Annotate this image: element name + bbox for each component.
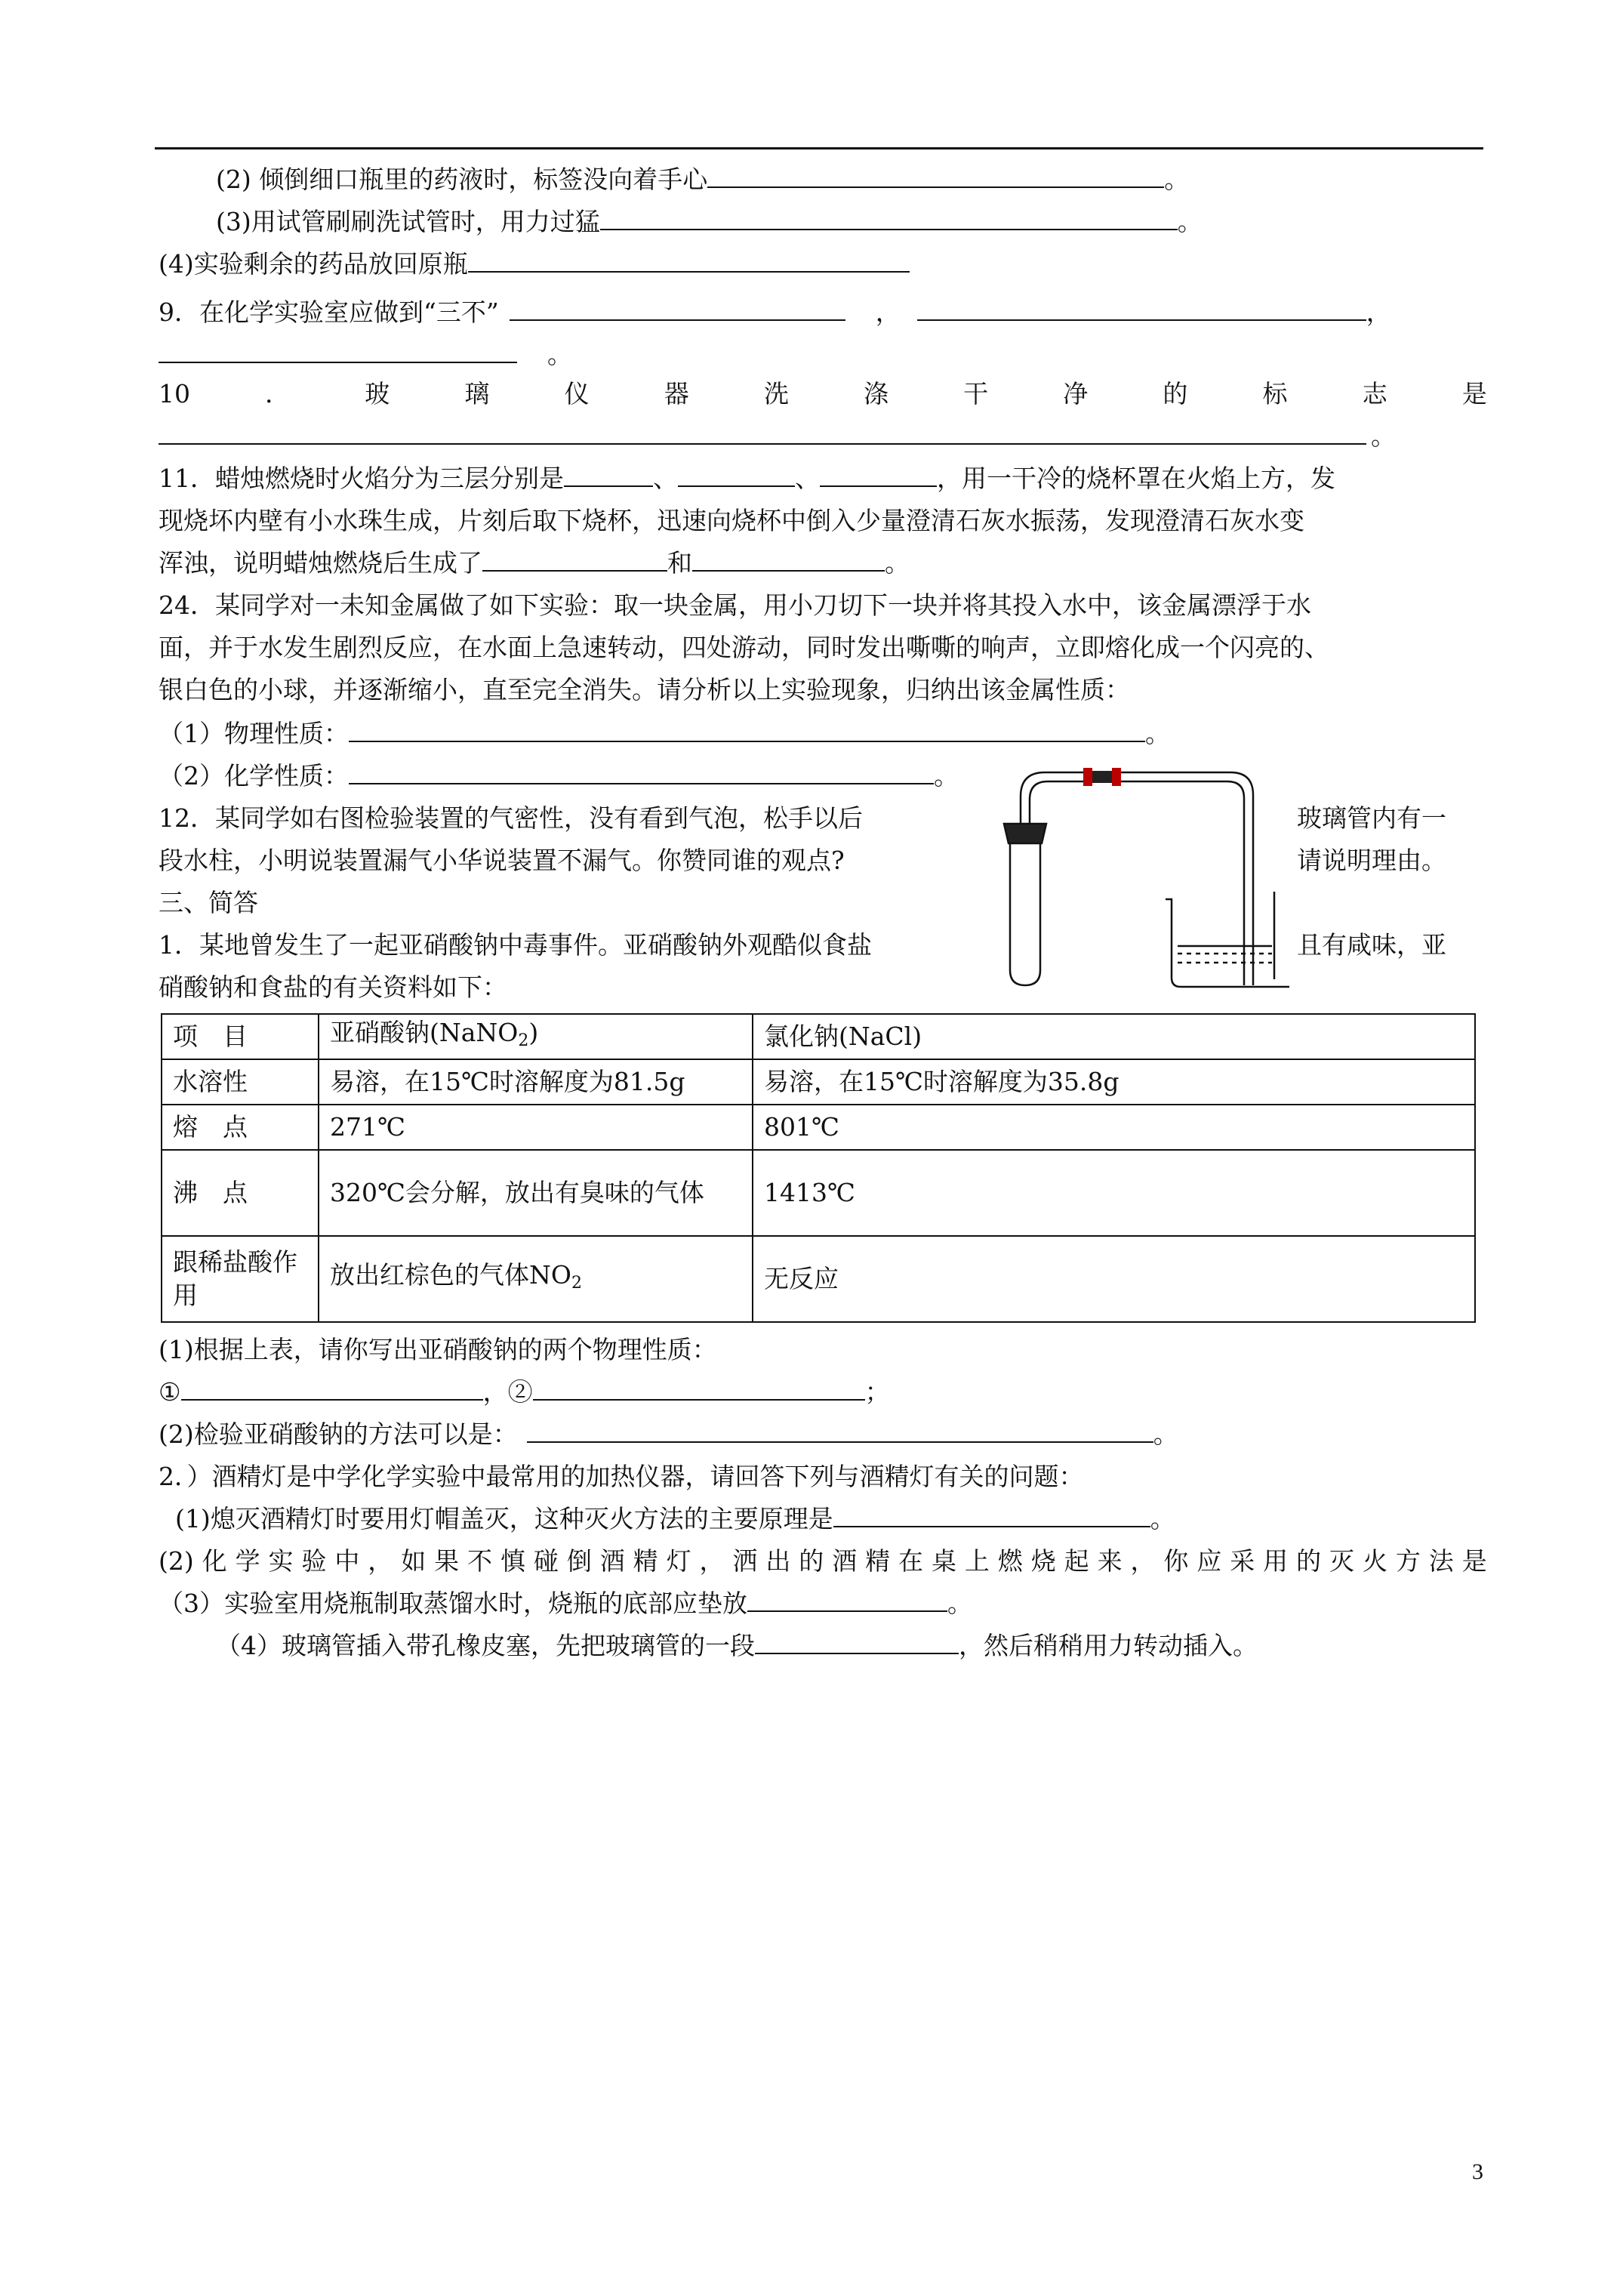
answer-blank[interactable] [349, 760, 934, 784]
answer-blank[interactable] [181, 1376, 483, 1401]
answer-blank[interactable] [159, 339, 517, 363]
page-number: 3 [1472, 2159, 1483, 2184]
answer-blank[interactable] [482, 547, 667, 572]
q11-line-1: 11．蜡烛燃烧时火焰分为三层分别是 、 、 ，用一干冷的烧杯罩在火焰上方，发 [159, 464, 1335, 493]
table-row: 跟稀盐酸作用 放出红棕色的气体$NO_2$ 无反应 [162, 1236, 1475, 1322]
line-2: (2) 倾倒细口瓶里的药液时，标签没向着手心 。 [216, 165, 1190, 194]
s1-q1-answers: ① ，② ； [159, 1377, 890, 1407]
answer-blank[interactable] [820, 463, 937, 487]
s1-q2: (2)检验亚硝酸钠的方法可以是： 。 [159, 1419, 1178, 1449]
answer-blank[interactable] [468, 248, 910, 273]
answer-blank[interactable] [833, 1503, 1150, 1527]
header-rule [155, 147, 1483, 149]
answer-blank[interactable] [600, 206, 1178, 230]
answer-blank[interactable] [755, 1630, 959, 1654]
q10-line: 10 ． 玻 璃 仪 器 洗 涤 干 净 的 标 志 是 [159, 379, 1487, 408]
answer-blank[interactable] [533, 1376, 865, 1401]
connector-clip [1083, 768, 1092, 786]
q24-line-3: 银白色的小球，并逐渐缩小，直至完全消失。请分析以上实验现象，归纳出该金属性质： [159, 675, 1130, 704]
s2-q3: （3）实验室用烧瓶制取蒸馏水时，烧瓶的底部应垫放 。 [159, 1589, 972, 1618]
q24-line-2: 面，并于水发生剧烈反应，在水面上急速转动，四处游动，同时发出嘶嘶的响声，立即熔化成一个闪亮的、 [159, 633, 1329, 662]
answer-blank[interactable] [917, 297, 1366, 321]
table-row: 沸 点 320℃会分解，放出有臭味的气体 1413℃ [162, 1150, 1475, 1236]
answer-blank[interactable] [349, 718, 1145, 742]
s2-q4: （4）玻璃管插入带孔橡皮塞，先把玻璃管的一段 ，然后稍稍用力转动插入。 [216, 1631, 1258, 1660]
q8-2-text: (2) 倾倒细口瓶里的药液时，标签没向着手心 [216, 165, 708, 194]
answer-blank[interactable] [159, 421, 1366, 445]
answer-blank[interactable] [527, 1419, 1153, 1443]
s1-line-1-right: 且有咸味，亚 [1297, 930, 1446, 960]
s1-line-2: 硝酸钠和食盐的有关资料如下： [159, 972, 507, 1002]
q12-line-1-right: 玻璃管内有一 [1297, 803, 1446, 833]
answer-blank[interactable] [564, 463, 653, 487]
q9-text: 9．在化学实验室应做到“三不” [159, 297, 499, 327]
q11-line-2: 现烧坏内壁有小水珠生成，片刻后取下烧杯，迅速向烧杯中倒入少量澄清石灰水振荡，发现澄清石灰水变 [159, 506, 1304, 535]
section-3-heading: 三、简答 [159, 888, 258, 917]
q24-chemical: （2）化学性质： 。 [159, 761, 959, 791]
q9-line: 9．在化学实验室应做到“三不” ， ， [159, 297, 1391, 327]
answer-blank[interactable] [692, 547, 885, 572]
comparison-table [161, 1013, 1476, 1323]
s1-q1: (1)根据上表，请你写出亚硝酸钠的两个物理性质： [159, 1335, 717, 1364]
q8-3-text: (3)用试管刷刷洗试管时，用力过猛 [216, 207, 600, 236]
airtightness-apparatus-diagram [989, 759, 1298, 993]
q11-line-3: 浑浊，说明蜡烛燃烧后生成了 和 。 [159, 548, 910, 578]
q9-line-2: 。 [159, 338, 572, 371]
answer-blank[interactable] [707, 164, 1164, 188]
line-3: (3)用试管刷刷洗试管时，用力过猛 。 [216, 207, 1203, 236]
q12-line-2: 段水柱，小明说装置漏气小华说装置不漏气。你赞同谁的观点? [159, 846, 845, 875]
s1-line-1: 1．某地曾发生了一起亚硝酸钠中毒事件。亚硝酸钠外观酷似食盐 [159, 930, 872, 960]
q24-line-1: 24．某同学对一未知金属做了如下实验：取一块金属，用小刀切下一块并将其投入水中，该金属漂浮于水 [159, 590, 1311, 620]
test-tube [1010, 827, 1040, 985]
q8-4-text: (4)实验剩余的药品放回原瓶 [159, 249, 468, 279]
line-4 [159, 248, 910, 281]
table-row: 水溶性 易溶，在15℃时溶解度为81.5g 易溶，在15℃时溶解度为35.8g [162, 1059, 1475, 1105]
answer-blank[interactable] [678, 463, 795, 487]
q24-physical: （1）物理性质： 。 [159, 719, 1170, 748]
s2-q2: (2) 化 学 实 验 中 ， 如 果 不 慎 碰 倒 酒 精 灯 ， 洒 出 的 酒 精 在 桌 上 燃 烧 起 来 ， 你 应 采 用 的 灭 火 方 法 是 [159, 1546, 1487, 1576]
answer-blank[interactable] [747, 1588, 947, 1612]
beaker [1166, 899, 1289, 987]
s2-line: 2．）酒精灯是中学化学实验中最常用的加热仪器，请回答下列与酒精灯有关的问题： [159, 1462, 1084, 1491]
q12-line-2-right: 请说明理由。 [1297, 846, 1446, 875]
q10-line-2: 。 [159, 420, 1396, 453]
table-row: 项 目 亚硝酸钠(NaNO$_2$) 氯化钠(NaCl) [162, 1014, 1475, 1059]
glass-tube-inner [1030, 781, 1244, 985]
rubber-stopper [1004, 824, 1046, 843]
table-row: 熔 点 271℃ 801℃ [162, 1105, 1475, 1150]
s2-q1: (1)熄灭酒精灯时要用灯帽盖灭，这种灭火方法的主要原理是 。 [175, 1504, 1175, 1533]
q12-line-1: 12．某同学如右图检验装置的气密性，没有看到气泡，松手以后 [159, 803, 863, 833]
answer-blank[interactable] [510, 297, 845, 321]
